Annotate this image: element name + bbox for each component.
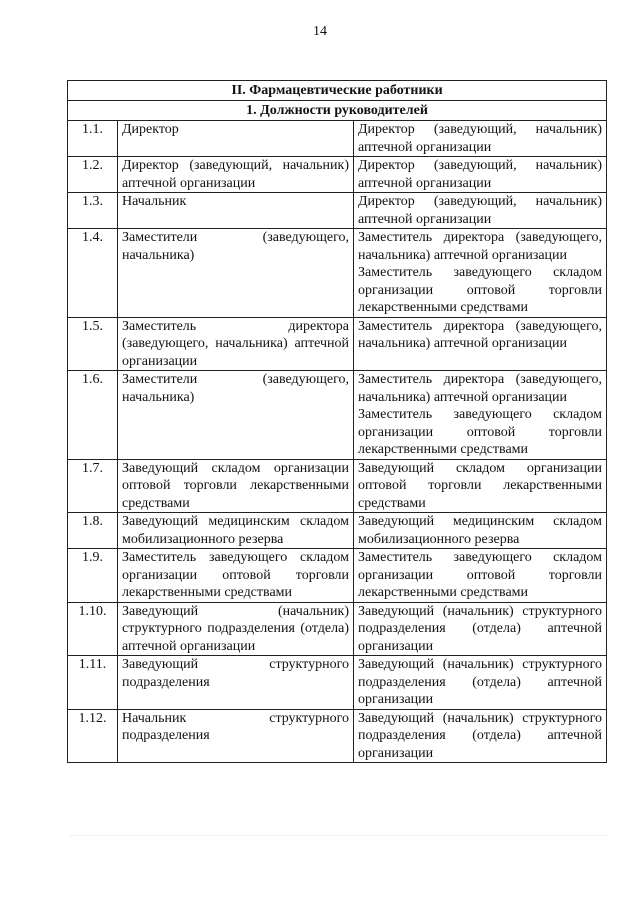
current-position-cell: [118, 157, 354, 193]
new-position-text: Заместитель заведующего складом организации оптовой торговли лекарственными средствами: [358, 265, 603, 315]
current-position-cell: [118, 459, 354, 513]
table-row: [68, 371, 607, 460]
current-position-cell: [118, 121, 354, 157]
current-position-cell: [118, 317, 354, 371]
table-row: [68, 656, 607, 710]
new-position-text: Заведующий (начальник) структурного подразделения (отдела) аптечной организации: [358, 710, 603, 761]
row-number: 1.6.: [68, 371, 118, 460]
new-position-cell: [354, 157, 607, 193]
new-position-cell: [354, 459, 607, 513]
current-position-text: Заведующий медицинским складом мобилизационного резерва: [122, 514, 349, 547]
new-position-cell: [354, 656, 607, 710]
table-row: [68, 459, 607, 513]
new-position-cell: [354, 371, 607, 460]
row-number: 1.5.: [68, 317, 118, 371]
new-position-text: Заведующий складом организации оптовой торговли лекарственными средствами: [358, 460, 603, 511]
row-number: 1.3.: [68, 193, 118, 229]
current-position-text: Заместители (заведующего, начальника): [122, 230, 349, 263]
subsection-header-row: [68, 101, 607, 121]
row-number: 1.4.: [68, 229, 118, 318]
table-row: [68, 121, 607, 157]
new-position-text: Заведующий медицинским складом мобилизационного резерва: [358, 514, 603, 547]
new-position-text: Заведующий (начальник) структурного подразделения (отдела) аптечной организации: [358, 603, 603, 654]
current-position-cell: [118, 371, 354, 460]
current-position-cell: [118, 602, 354, 656]
new-position-cell: [354, 709, 607, 763]
table-row: [68, 513, 607, 549]
page-number: 14: [313, 24, 327, 39]
new-position-text: Заместитель директора (заведующего, начальника) аптечной организации: [358, 318, 603, 351]
table-row: [68, 193, 607, 229]
table-row: [68, 709, 607, 763]
table-row: [68, 157, 607, 193]
new-position-cell: [354, 229, 607, 318]
section-header-row: [68, 81, 607, 101]
current-position-text: Заведующий структурного подразделения: [122, 657, 349, 690]
row-number: 1.11.: [68, 656, 118, 710]
new-position-cell: [354, 317, 607, 371]
new-position-cell: [354, 602, 607, 656]
current-position-cell: [118, 709, 354, 763]
current-position-text: Заместитель заведующего складом организации оптовой торговли лекарственными средствами: [122, 550, 349, 600]
new-position-text: Директор (заведующий, начальник) аптечной организации: [358, 194, 603, 227]
positions-table-body: [68, 81, 607, 763]
scan-artifact-line: [70, 835, 610, 837]
current-position-cell: [118, 193, 354, 229]
row-number: 1.1.: [68, 121, 118, 157]
row-number: 1.8.: [68, 513, 118, 549]
current-position-text: Директор (заведующий, начальник) аптечной организации: [122, 158, 349, 191]
current-position-text: Заместители (заведующего, начальника): [122, 372, 349, 405]
new-position-text: Директор (заведующий, начальник) аптечной организации: [358, 122, 603, 155]
new-position-cell: [354, 549, 607, 603]
new-position-text: Заместитель директора (заведующего, начальника) аптечной организации: [358, 372, 603, 405]
current-position-text: Начальник структурного подразделения: [122, 710, 349, 743]
current-position-text: Заведующий (начальник) структурного подразделения (отдела) аптечной организации: [122, 603, 349, 654]
new-position-text: Заведующий (начальник) структурного подразделения (отдела) аптечной организации: [358, 657, 603, 707]
current-position-text: Заместитель директора (заведующего, начальника) аптечной организации: [122, 318, 349, 369]
new-position-text: Заместитель заведующего складом организации оптовой торговли лекарственными средствами: [358, 407, 603, 457]
current-position-text: Начальник: [122, 194, 187, 209]
new-position-text: Заместитель заведующего складом организации оптовой торговли лекарственными средствами: [358, 550, 603, 600]
new-position-text: Директор (заведующий, начальник) аптечной организации: [358, 158, 603, 191]
current-position-text: Директор: [122, 122, 179, 137]
current-position-cell: [118, 229, 354, 318]
table-row: [68, 229, 607, 318]
current-position-cell: [118, 549, 354, 603]
positions-table: [67, 80, 607, 763]
row-number: 1.9.: [68, 549, 118, 603]
table-row: [68, 602, 607, 656]
row-number: 1.2.: [68, 157, 118, 193]
new-position-text: Заместитель директора (заведующего, начальника) аптечной организации: [358, 230, 603, 263]
new-position-cell: [354, 193, 607, 229]
current-position-cell: [118, 513, 354, 549]
row-number: 1.10.: [68, 602, 118, 656]
section-title: II. Фармацевтические работники: [68, 81, 607, 101]
new-position-cell: [354, 513, 607, 549]
row-number: 1.12.: [68, 709, 118, 763]
current-position-text: Заведующий складом организации оптовой торговли лекарственными средствами: [122, 460, 349, 511]
table-row: [68, 549, 607, 603]
new-position-cell: [354, 121, 607, 157]
table-row: [68, 317, 607, 371]
subsection-title: 1. Должности руководителей: [68, 101, 607, 121]
current-position-cell: [118, 656, 354, 710]
row-number: 1.7.: [68, 459, 118, 513]
